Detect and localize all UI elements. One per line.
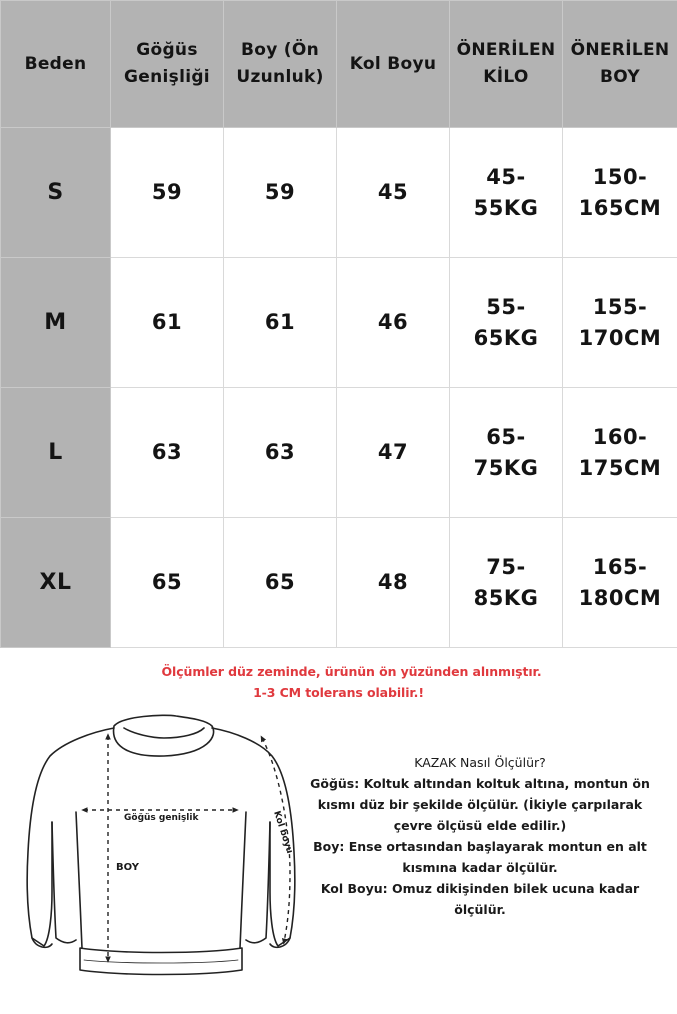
kol-cell: 47 bbox=[337, 388, 450, 518]
table-row bbox=[1, 258, 677, 388]
size-cell: M bbox=[1, 258, 111, 388]
gogus-cell: 65 bbox=[111, 518, 224, 648]
boy-cell: 61 bbox=[224, 258, 337, 388]
chest-label: Göğüs genişlik bbox=[124, 813, 199, 823]
onerilen-boy-cell: 155- 170CM bbox=[563, 258, 677, 388]
sweater-measurement-diagram bbox=[22, 712, 304, 994]
tolerance-note: 1-3 CM tolerans olabilir.! bbox=[253, 685, 424, 700]
header-boy-on-uzunluk: Boy (Ön Uzunluk) bbox=[224, 1, 337, 128]
table-row bbox=[1, 518, 677, 648]
kilo-cell: 75- 85KG bbox=[450, 518, 563, 648]
table-row bbox=[1, 128, 677, 258]
how-to-line: çevre ölçüsü elde edilir.) bbox=[393, 818, 567, 833]
how-to-line: kısmı düz bir şekilde ölçülür. (İkiyle çarpılarak bbox=[317, 797, 643, 812]
sleeve-label: Kol boyu bbox=[271, 809, 295, 855]
boy-cell: 59 bbox=[224, 128, 337, 258]
how-to-line: Boy: Ense ortasından başlayarak montun en alt bbox=[313, 839, 647, 854]
gogus-cell: 61 bbox=[111, 258, 224, 388]
how-to-measure-text bbox=[300, 752, 660, 920]
length-label: BOY bbox=[116, 862, 140, 873]
size-cell: S bbox=[1, 128, 111, 258]
size-cell: XL bbox=[1, 518, 111, 648]
kilo-cell: 45- 55KG bbox=[450, 128, 563, 258]
measurement-note: Ölçümler düz zeminde, ürünün ön yüzünden alınmıştır. bbox=[161, 664, 542, 679]
table-row bbox=[1, 388, 677, 518]
size-cell: L bbox=[1, 388, 111, 518]
kol-cell: 48 bbox=[337, 518, 450, 648]
how-to-line: Kol Boyu: Omuz dikişinden bilek ucuna kadar bbox=[320, 881, 640, 896]
how-to-line: Göğüs: Koltuk altından koltuk altına, montun ön bbox=[310, 776, 650, 791]
kilo-cell: 55- 65KG bbox=[450, 258, 563, 388]
how-to-line: ölçülür. bbox=[454, 902, 506, 917]
header-kol-boyu: Kol Boyu bbox=[337, 1, 450, 128]
onerilen-boy-cell: 150- 165CM bbox=[563, 128, 677, 258]
sweater-outline bbox=[27, 715, 295, 974]
kilo-cell: 65- 75KG bbox=[450, 388, 563, 518]
header-onerilen-kilo: ÖNERİLEN KİLO bbox=[450, 1, 563, 128]
boy-cell: 65 bbox=[224, 518, 337, 648]
kol-cell: 45 bbox=[337, 128, 450, 258]
header-beden: Beden bbox=[1, 1, 111, 128]
header-gogus-genisligi: Göğüs Genişliği bbox=[111, 1, 224, 128]
how-to-title: KAZAK Nasıl Ölçülür? bbox=[414, 755, 546, 770]
header-onerilen-boy: ÖNERİLEN BOY bbox=[563, 1, 677, 128]
gogus-cell: 63 bbox=[111, 388, 224, 518]
gogus-cell: 59 bbox=[111, 128, 224, 258]
boy-cell: 63 bbox=[224, 388, 337, 518]
kol-cell: 46 bbox=[337, 258, 450, 388]
how-to-line: kısmına kadar ölçülür. bbox=[402, 860, 558, 875]
onerilen-boy-cell: 160- 175CM bbox=[563, 388, 677, 518]
onerilen-boy-cell: 165- 180CM bbox=[563, 518, 677, 648]
table-header-row bbox=[1, 1, 677, 128]
